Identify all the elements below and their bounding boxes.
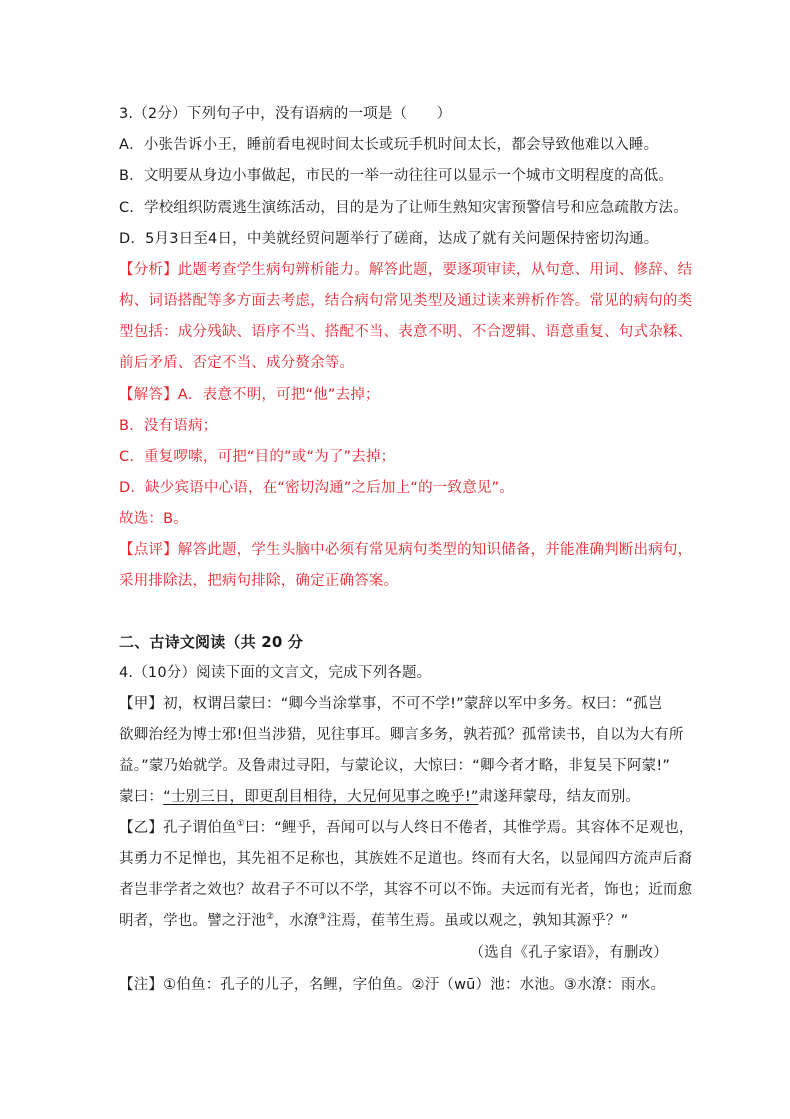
jia-underlined-sentence: “士别三日，即更刮目相待，大兄何见事之晚乎!”: [163, 789, 479, 805]
jia-last-suffix: 肃遂拜蒙母，结友而别。: [478, 789, 641, 805]
jia-text-line: 益。”蒙乃始就学。及鲁肃过寻阳，与蒙论议，大惊曰：“卿今者才略，非复吴下阿蒙!”: [119, 758, 671, 774]
jia-last-prefix: 蒙曰：: [119, 789, 164, 805]
jia-text-line: 【甲】初，权谓吕蒙曰：“卿今当涂掌事，不可不学!”蒙辞以军中多务。权曰：“孤岂: [119, 696, 663, 712]
q3-answer-line: 【解答】A．表意不明，可把“他”去掉；: [119, 387, 380, 403]
jia-text-line-last: [119, 787, 640, 807]
q3-option-a: A．小张告诉小王，睡前看电视时间太长或玩手机时间太长，都会导致他难以入睡。: [119, 137, 659, 153]
q3-option-b: B．文明要从身边小事做起，市民的一举一动往往可以显示一个城市文明程度的高低。: [119, 168, 674, 184]
yi-first-prefix: 【乙】孔子谓伯鱼: [119, 820, 237, 836]
q3-stem: 3.（2分）下列句子中，没有语病的一项是（ ）: [119, 106, 452, 122]
q3-analysis-line: 构、词语搭配等多方面去考虑，结合病句常见类型及通过读来辨析作答。常见的病句的类: [119, 293, 693, 309]
annotation-note: 【注】①伯鱼：孔子的儿子，名鲤，字伯鱼。②汙（wū）池：水池。③水潦：雨水。: [119, 977, 666, 993]
q3-comment-line: 【点评】解答此题，学生头脑中必须有常见病句类型的知识储备，并能准确判断出病句，: [119, 542, 693, 558]
jia-text-line: 欲卿治经为博士邪!但当涉猎，见往事耳。卿言多务，孰若孤？孤常读书，自以为大有所: [119, 727, 684, 743]
q3-answer-line: B．没有语病；: [119, 418, 218, 434]
q3-analysis-line: 【分析】此题考查学生病句辨析能力。解答此题，要逐项审读，从句意、用词、修辞、结: [119, 262, 693, 278]
yi-last-part: ，水潦: [274, 913, 319, 929]
source-citation: （选自《孔子家语》，有删改）: [469, 945, 668, 961]
yi-text-line: 者岂非学者之效也？故君子不可以不学，其容不可以不饰。夫远而有光者，饰也；近而愈: [119, 882, 693, 898]
q3-answer-line: D．缺少宾语中心语，在“密切沟通”之后加上“的一致意见”。: [119, 480, 515, 496]
yi-text-line-first: [119, 818, 694, 838]
section-heading: 二、古诗文阅读（共 20 分: [119, 633, 304, 651]
q3-option-d: D．5月3日至4日，中美就经贸问题举行了磋商，达成了就有关问题保持密切沟通。: [119, 231, 659, 247]
q4-stem: 4.（10分）阅读下面的文言文，完成下列各题。: [119, 665, 432, 681]
yi-text-line-last: [119, 911, 628, 931]
q3-option-c: C．学校组织防震逃生演练活动，目的是为了让师生熟知灾害预警信号和应急疏散方法。: [119, 200, 688, 216]
q3-analysis-line: 前后矛盾、否定不当、成分赘余等。: [119, 355, 355, 371]
yi-first-suffix: 曰：“鲤乎，吾闻可以与人终日不倦者，其惟学焉。其容体不足观也，: [244, 820, 694, 836]
q3-analysis-line: 型包括：成分残缺、语序不当、搭配不当、表意不明、不合逻辑、语意重复、句式杂糅、: [119, 324, 693, 340]
note-marker-3: ③: [318, 912, 327, 923]
note-marker-1: ①: [236, 819, 245, 830]
note-marker-2: ②: [266, 912, 275, 923]
q3-comment-line: 采用排除法，把病句排除，确定正确答案。: [119, 573, 399, 589]
yi-last-part: 明者，学也。譬之汙池: [119, 913, 266, 929]
q3-answer-line: C．重复啰嗦，可把“目的”或“为了”去掉；: [119, 449, 396, 465]
yi-last-part: 注焉，萑苇生焉。虽或以观之，孰知其源乎？”: [326, 913, 629, 929]
q3-choice: 故选：B。: [119, 511, 188, 527]
yi-text-line: 其勇力不足惮也，其先祖不足称也，其族姓不足道也。终而有大名，以显闻四方流声后裔: [119, 851, 693, 867]
